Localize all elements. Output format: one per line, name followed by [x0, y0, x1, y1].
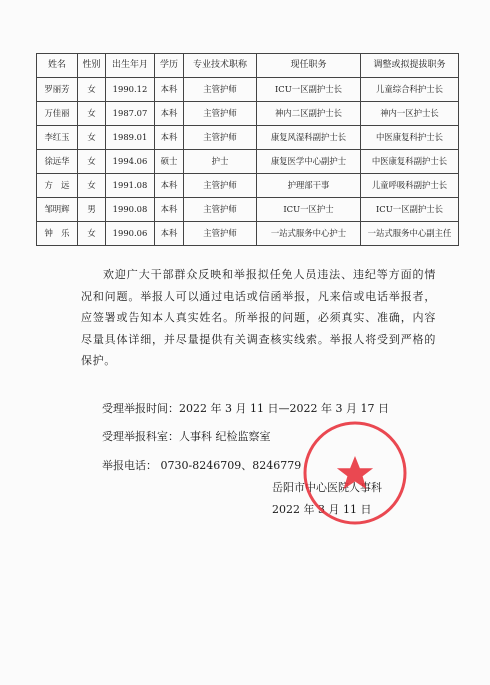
table-cell: 一站式服务中心护士 [257, 222, 361, 246]
header-cell: 学历 [155, 54, 184, 78]
table-cell: 罗丽芳 [37, 78, 78, 102]
table-cell: 护理部干事 [257, 174, 361, 198]
table-cell: 女 [78, 150, 106, 174]
table-row [37, 174, 459, 198]
notice-paragraph: 欢迎广大干部群众反映和举报拟任免人员违法、违纪等方面的情况和问题。举报人可以通过电话或信函举报，凡来信或电话举报者，应签署或告知本人真实姓名。所举报的问题，必须真实、准确，内容尽量具体详细，并尽量提供有关调查核实线索。举报人将受到严格的保护。 [81, 268, 436, 367]
table-cell: 护士 [184, 150, 257, 174]
signature-org: 岳阳市中心医院人事科 [272, 481, 382, 494]
table-cell: 儿童综合科护士长 [361, 78, 459, 102]
table-cell: 1990.08 [106, 198, 155, 222]
table-cell: 女 [78, 222, 106, 246]
table-cell: 本科 [155, 174, 184, 198]
header-cell: 出生年月 [106, 54, 155, 78]
table-cell: 李红玉 [37, 126, 78, 150]
table-cell: 女 [78, 102, 106, 126]
table-cell: 主管护师 [184, 102, 257, 126]
table-cell: ICU一区副护士长 [361, 198, 459, 222]
table-row [37, 222, 459, 246]
header-cell: 现任职务 [257, 54, 361, 78]
table-cell: 女 [78, 174, 106, 198]
table-row [37, 78, 459, 102]
report-office-line: 受理举报科室：人事科 纪检监察室 [102, 430, 271, 443]
table-cell: 女 [78, 78, 106, 102]
table-cell: 本科 [155, 78, 184, 102]
table-row [37, 126, 459, 150]
table-cell: 女 [78, 126, 106, 150]
table-cell: 本科 [155, 222, 184, 246]
table-cell: 1991.08 [106, 174, 155, 198]
table-cell: 主管护师 [184, 174, 257, 198]
table-cell: 主管护师 [184, 222, 257, 246]
report-time-line: 受理举报时间：2022 年 3 月 11 日—2022 年 3 月 17 日 [102, 402, 389, 415]
table-row [37, 198, 459, 222]
table-cell: 主管护师 [184, 78, 257, 102]
table-cell: 主管护师 [184, 198, 257, 222]
table-cell: 方 远 [37, 174, 78, 198]
official-seal-icon [302, 420, 408, 526]
table-cell: 儿童呼吸科副护士长 [361, 174, 459, 198]
signature-date: 2022 年 3 月 11 日 [272, 503, 372, 516]
table-cell: 中医康复科护士长 [361, 126, 459, 150]
header-cell: 调整或拟提拔职务 [361, 54, 459, 78]
table-cell: 万佳丽 [37, 102, 78, 126]
table-cell: 康复风湿科副护士长 [257, 126, 361, 150]
table-cell: 本科 [155, 198, 184, 222]
table-cell: 神内一区护士长 [361, 102, 459, 126]
report-phone-line: 举报电话： 0730-8246709、8246779 [102, 459, 302, 472]
table-cell: 1990.06 [106, 222, 155, 246]
table-row [37, 150, 459, 174]
table-cell: ICU一区护士 [257, 198, 361, 222]
table-cell: ICU一区副护士长 [257, 78, 361, 102]
table-header-row [37, 54, 459, 78]
table-cell: 康复医学中心副护士 [257, 150, 361, 174]
table-cell: 本科 [155, 126, 184, 150]
table-cell: 1987.07 [106, 102, 155, 126]
table-cell: 1989.01 [106, 126, 155, 150]
table-row [37, 102, 459, 126]
table-cell: 神内二区副护士长 [257, 102, 361, 126]
table-cell: 1994.06 [106, 150, 155, 174]
table-cell: 徐远华 [37, 150, 78, 174]
table-cell: 硕士 [155, 150, 184, 174]
header-cell: 性别 [78, 54, 106, 78]
table-cell: 钟 乐 [37, 222, 78, 246]
header-cell: 专业技术职称 [184, 54, 257, 78]
personnel-table [36, 53, 459, 246]
table-cell: 一站式服务中心副主任 [361, 222, 459, 246]
table-cell: 邹明辉 [37, 198, 78, 222]
table-cell: 中医康复科副护士长 [361, 150, 459, 174]
table-cell: 男 [78, 198, 106, 222]
table-cell: 主管护师 [184, 126, 257, 150]
header-cell: 姓名 [37, 54, 78, 78]
table-cell: 1990.12 [106, 78, 155, 102]
table-cell: 本科 [155, 102, 184, 126]
